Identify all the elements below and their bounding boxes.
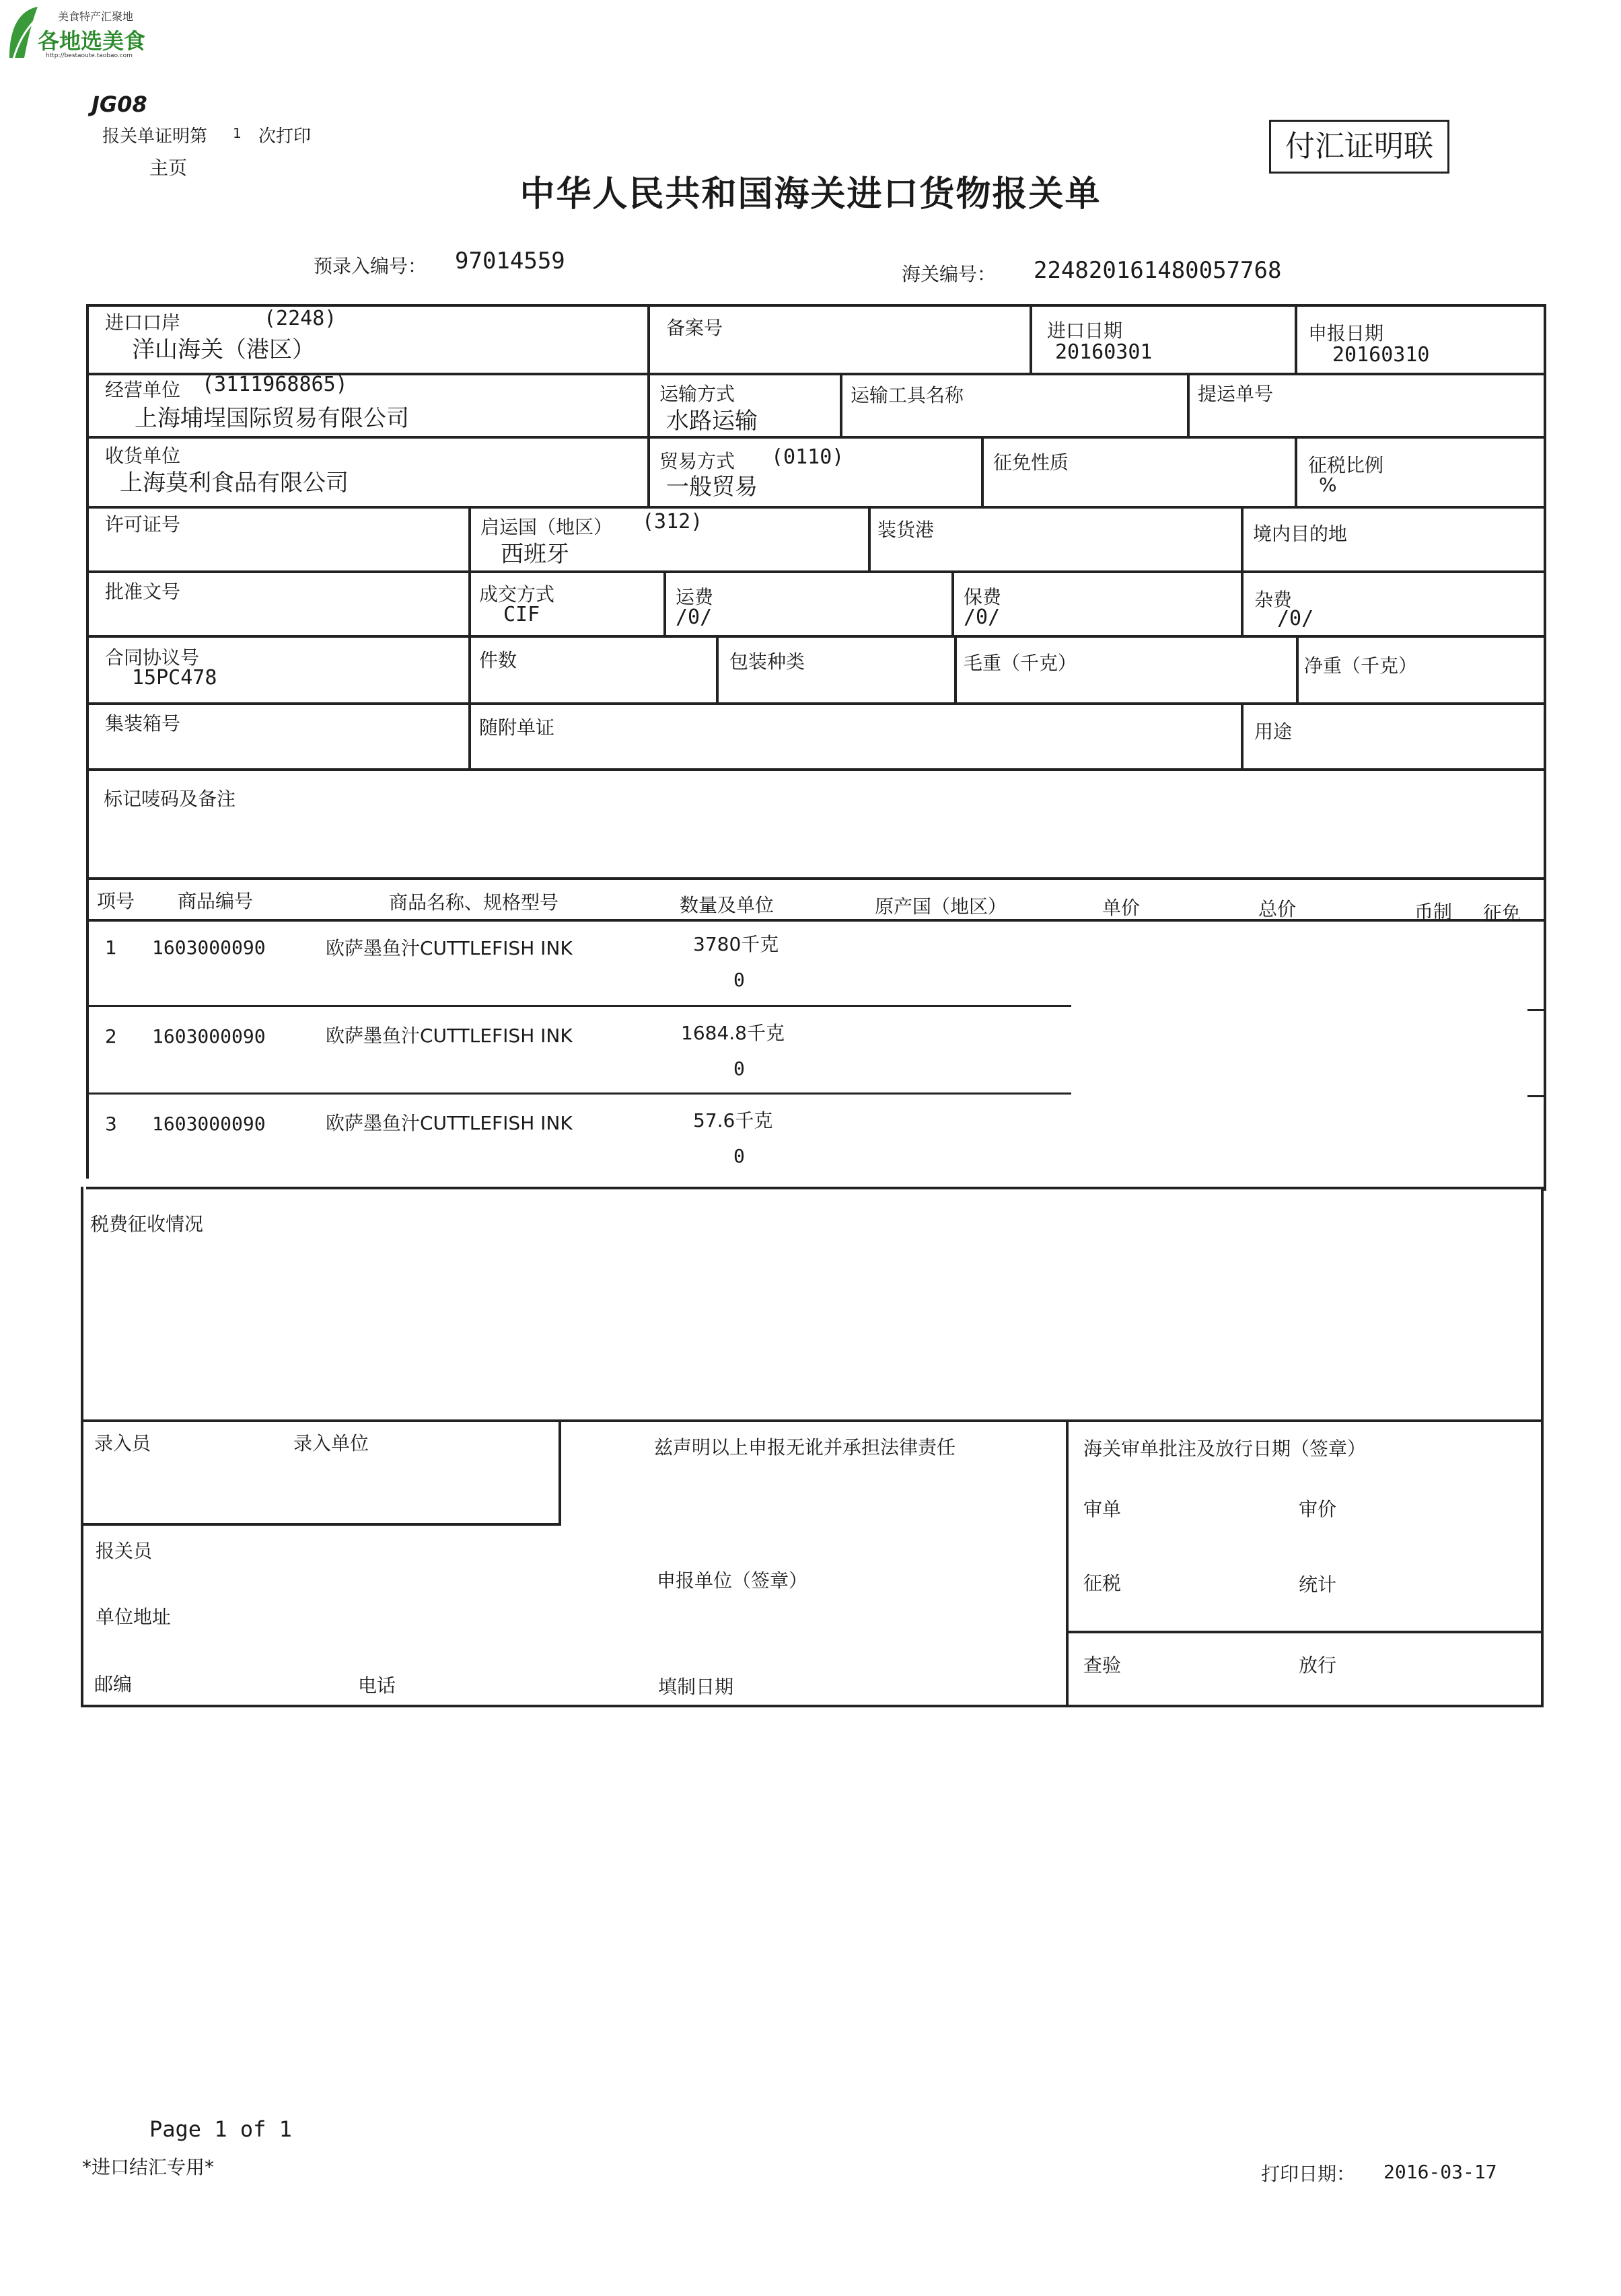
entry-unit-label: 录入单位 xyxy=(293,1432,369,1454)
col-origin: 原产国（地区） xyxy=(875,895,1007,918)
trade-mode-label: 贸易方式 xyxy=(659,450,735,472)
consignee-label: 收货单位 xyxy=(105,445,181,467)
misc-fee-label: 杂费 xyxy=(1254,589,1293,611)
domestic-dest-label: 境内目的地 xyxy=(1253,523,1348,545)
row-qty2: 0 xyxy=(733,1145,745,1167)
row-code: 1603000090 xyxy=(152,936,266,959)
insurance: /0/ xyxy=(964,605,1001,629)
stats-label: 统计 xyxy=(1299,1573,1337,1596)
transport-mode-label: 运输方式 xyxy=(659,383,735,405)
pieces-label: 件数 xyxy=(479,649,517,671)
row-qty: 57.6千克 xyxy=(693,1109,773,1132)
col-total: 总价 xyxy=(1258,898,1297,920)
col-item-no: 项号 xyxy=(97,890,135,912)
origin-country-code: (312) xyxy=(642,510,703,533)
logo-url-text: http://bestaoute.taobao.com xyxy=(46,52,133,59)
consignee-value: 上海莫利食品有限公司 xyxy=(120,470,349,496)
license-label: 许可证号 xyxy=(105,513,181,535)
logo-top-text: 美食特产汇聚地 xyxy=(58,10,134,23)
package-label: 包装种类 xyxy=(729,651,805,673)
customs-no-label: 海关编号： xyxy=(902,263,997,285)
attached-docs-label: 随附单证 xyxy=(479,716,555,739)
loading-port-label: 装货港 xyxy=(877,519,935,541)
customs-no: 224820161480057768 xyxy=(1034,257,1282,284)
operator-label: 经营单位 xyxy=(105,379,181,401)
print-date-label: 打印日期： xyxy=(1261,2163,1356,2185)
col-code: 商品编号 xyxy=(178,890,254,912)
form-code: JG08 xyxy=(92,91,147,117)
col-name: 商品名称、规格型号 xyxy=(389,891,559,914)
import-port-code: (2248) xyxy=(264,307,337,330)
import-date: 20160301 xyxy=(1055,340,1153,364)
row-code: 1603000090 xyxy=(152,1025,266,1047)
print-count-prefix: 报关单证明第 xyxy=(102,126,208,147)
import-port-value: 洋山海关（港区） xyxy=(132,336,315,363)
row-qty2: 0 xyxy=(733,969,745,991)
levy-label: 征税 xyxy=(1083,1572,1122,1594)
col-currency: 币制 xyxy=(1414,901,1453,923)
trade-mode-code: (0110) xyxy=(771,445,844,469)
import-port-label: 进口口岸 xyxy=(105,311,181,334)
freight: /0/ xyxy=(676,605,713,629)
row-code: 1603000090 xyxy=(152,1113,266,1135)
trade-mode: 一般贸易 xyxy=(666,474,758,501)
fill-date-label: 填制日期 xyxy=(658,1676,734,1698)
declaration-statement: 兹声明以上申报无讹并承担法律责任 xyxy=(654,1436,956,1458)
inspect-label: 查验 xyxy=(1083,1654,1122,1676)
deal-mode: CIF xyxy=(503,603,540,626)
transport-tool-label: 运输工具名称 xyxy=(851,384,964,406)
operator-code: (3111968865) xyxy=(202,373,348,396)
row-no: 3 xyxy=(105,1113,117,1135)
phone-label: 电话 xyxy=(358,1674,396,1697)
contract-no: 15PC478 xyxy=(132,666,217,690)
review-label: 审单 xyxy=(1083,1498,1122,1520)
price-review-label: 审价 xyxy=(1299,1498,1337,1520)
logo-main-text: 各地选美食 xyxy=(38,28,146,54)
marks-label: 标记唛码及备注 xyxy=(104,788,236,810)
contract-label: 合同协议号 xyxy=(105,646,200,669)
row-no: 2 xyxy=(105,1025,117,1047)
customs-approval-label: 海关审单批注及放行日期（签章） xyxy=(1083,1438,1367,1460)
declare-unit-label: 申报单位（签章） xyxy=(657,1569,808,1592)
page-number: Page 1 of 1 xyxy=(149,2116,292,2142)
pre-entry-label: 预录入编号： xyxy=(314,255,427,277)
container-label: 集装箱号 xyxy=(105,712,181,735)
row-name: 欧萨墨鱼汁CUTTLEFISH INK xyxy=(326,1025,573,1047)
gross-weight-label: 毛重（千克） xyxy=(964,652,1077,674)
col-unit-price: 单价 xyxy=(1102,897,1141,919)
print-date: 2016-03-17 xyxy=(1383,2161,1497,2183)
net-weight-label: 净重（千克） xyxy=(1304,655,1418,677)
declare-date-label: 申报日期 xyxy=(1308,322,1384,344)
row-qty: 1684.8千克 xyxy=(681,1022,785,1044)
col-qty: 数量及单位 xyxy=(680,894,775,916)
bill-no-label: 提运单号 xyxy=(1198,383,1274,405)
declare-date: 20160310 xyxy=(1332,343,1430,367)
entry-clerk-label: 录入员 xyxy=(94,1432,151,1454)
release-label: 放行 xyxy=(1299,1654,1337,1676)
col-levy: 征免 xyxy=(1483,902,1521,924)
tax-ratio: % xyxy=(1319,474,1337,496)
payment-proof-stamp: 付汇证明联 xyxy=(1269,120,1449,174)
approval-label: 批准文号 xyxy=(105,581,181,603)
row-qty: 3780千克 xyxy=(693,933,779,955)
unit-address-label: 单位地址 xyxy=(96,1606,172,1628)
special-use-note: *进口结汇专用* xyxy=(82,2156,215,2178)
row-name: 欧萨墨鱼汁CUTTLEFISH INK xyxy=(326,1112,573,1134)
page-label: 主页 xyxy=(149,157,188,179)
origin-country-label: 启运国（地区） xyxy=(480,516,613,538)
print-count: 1 xyxy=(233,125,242,141)
import-date-label: 进口日期 xyxy=(1047,320,1123,342)
pre-entry-no: 97014559 xyxy=(455,248,565,274)
origin-country: 西班牙 xyxy=(501,541,569,568)
row-name: 欧萨墨鱼汁CUTTLEFISH INK xyxy=(326,937,573,959)
insurance-label: 保费 xyxy=(964,586,1002,608)
shop-logo xyxy=(4,4,166,62)
record-no-label: 备案号 xyxy=(666,317,723,339)
operator-value: 上海埔埕国际贸易有限公司 xyxy=(135,405,409,432)
print-count-suffix: 次打印 xyxy=(258,126,312,147)
tax-section-label: 税费征收情况 xyxy=(90,1213,204,1235)
row-qty2: 0 xyxy=(733,1058,745,1080)
tax-ratio-label: 征税比例 xyxy=(1308,454,1384,476)
postcode-label: 邮编 xyxy=(94,1673,133,1695)
deal-mode-label: 成交方式 xyxy=(479,583,555,605)
broker-label: 报关员 xyxy=(96,1540,153,1562)
freight-label: 运费 xyxy=(676,586,714,608)
transport-mode: 水路运输 xyxy=(666,408,758,435)
misc-fee: /0/ xyxy=(1277,607,1314,630)
levy-nature-label: 征免性质 xyxy=(993,451,1069,474)
usage-label: 用途 xyxy=(1254,720,1293,743)
page-title: 中华人民共和国海关进口货物报关单 xyxy=(519,174,1102,215)
row-no: 1 xyxy=(105,936,117,959)
